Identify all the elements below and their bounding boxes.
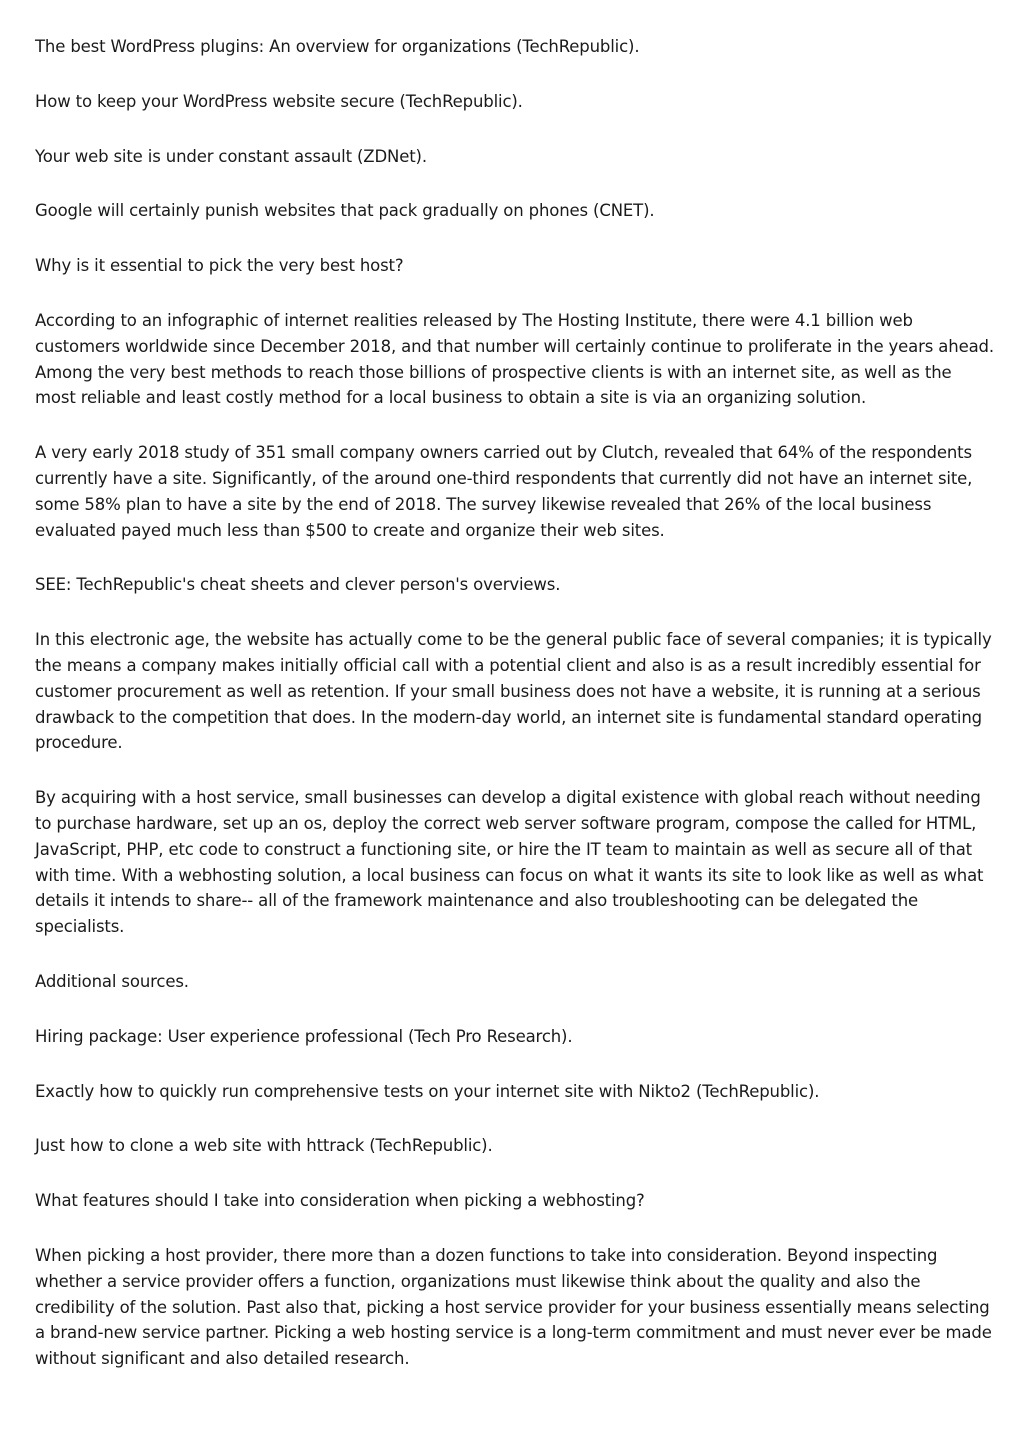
paragraph-wordpress-plugins: The best WordPress plugins: An overview for organizations (TechRepublic). — [35, 37, 640, 56]
paragraph-wordpress-secure: How to keep your WordPress website secure (TechRepublic). — [35, 91, 523, 111]
paragraph-hosting-institute: According to an infographic of internet realities released by The Hosting Institute, there were 4.1 billion web customers worldwide since December 2018, and that number will certainly continue to proliferate in the years ahead. Among the very best methods to reach those billions of prospective clients is with an internet site, as well as the most reliable and least costly method for a local business to obtain a site is via an organizing solution. — [35, 310, 994, 408]
paragraph-picking-provider: When picking a host provider, there more than a dozen functions to take into consideration. Beyond inspecting whether a service provider offers a function, organizations must likewise think about the quality and also the credibility of the solution. Past also that, picking a host service provider for your business essentially means selecting a brand-new service partner. Picking a web hosting service is a long-term commitment and must never ever be made without significant and also detailed research. — [35, 1245, 992, 1369]
paragraph-why-best-host: Why is it essential to pick the very best host? — [35, 256, 404, 276]
paragraph-hiring-package: Hiring package: User experience professional (Tech Pro Research). — [35, 1026, 573, 1046]
paragraph-nikto2: Exactly how to quickly run comprehensive tests on your internet site with Nikto2 (TechRepublic). — [35, 1081, 820, 1101]
paragraph-electronic-age: In this electronic age, the website has actually come to be the general public face of several companies; it is typically the means a company makes initially official call with a potential client and also is as a result incredibly essential for customer procurement as well as retention. If your small business does not have a website, it is running at a serious drawback to the competition that does. In the modern-day world, an internet site is fundamental standard operating procedure. — [35, 630, 992, 753]
paragraph-see-cheat-sheets: SEE: TechRepublic's cheat sheets and clever person's overviews. — [35, 575, 561, 595]
paragraph-additional-sources: Additional sources. — [35, 971, 189, 991]
paragraph-site-assault: Your web site is under constant assault (ZDNet). — [35, 146, 427, 166]
paragraph-httrack: Just how to clone a web site with httrack (TechRepublic). — [35, 1136, 493, 1156]
paragraph-google-phones: Google will certainly punish websites that pack gradually on phones (CNET). — [35, 201, 655, 221]
paragraph-features-question: What features should I take into consideration when picking a webhosting? — [35, 1191, 645, 1211]
paragraph-host-service: By acquiring with a host service, small businesses can develop a digital existence with global reach without needing to purchase hardware, set up an os, deploy the correct web server software program, compose the called for HTML, JavaScript, PHP, etc code to construct a functioning site, or hire the IT team to maintain as well as secure all of that with time. With a webhosting solution, a local business can focus on what it wants its site to look like as well as what details it intends to share-- all of the framework maintenance and also troubleshooting can be delegated the specialists. — [35, 788, 984, 937]
paragraph-clutch-study: A very early 2018 study of 351 small company owners carried out by Clutch, revealed that 64% of the respondents currently have a site. Significantly, of the around one-third respondents that currently did not have an internet site, some 58% plan to have a site by the end of 2018. The survey likewise revealed that 26% of the local business evaluated payed much less than $500 to create and organize their web sites. — [35, 443, 973, 540]
document-body — [35, 34, 995, 1401]
